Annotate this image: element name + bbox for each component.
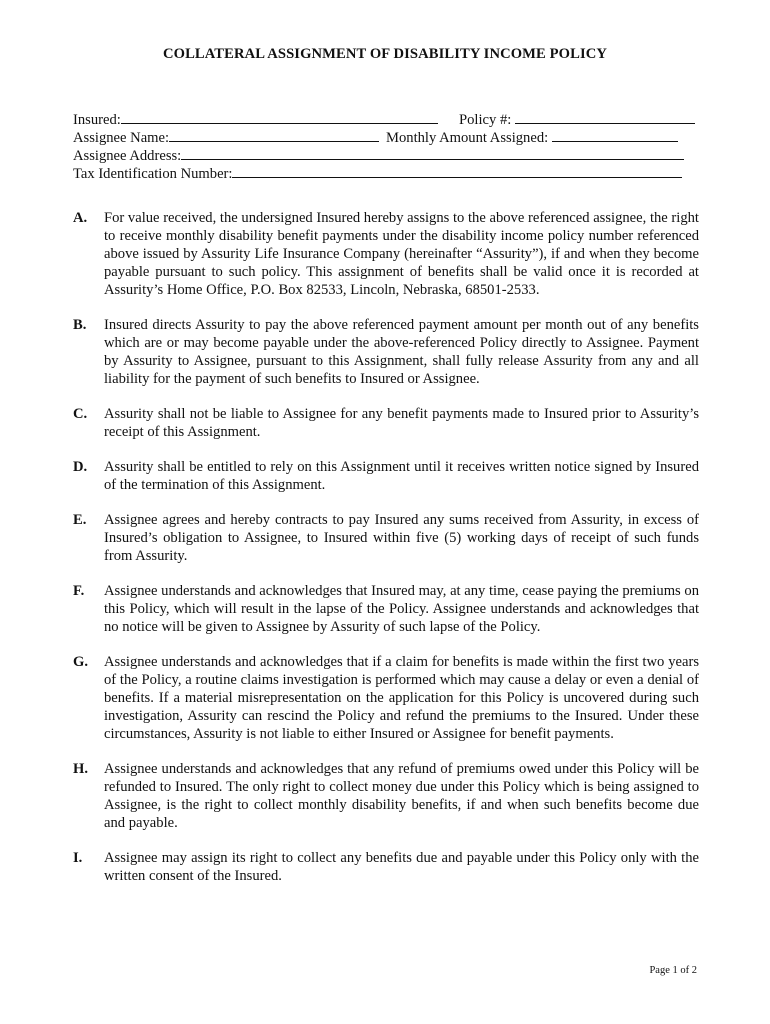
clause-a: [73, 209, 699, 299]
clause-letter: F.: [73, 583, 85, 599]
clause-text: For value received, the undersigned Insured hereby assigns to the above referenced assignee, the right to receive monthly disability benefit payments under the disability income policy number referenced above issued by Assurity Life Insurance Company (hereinafter “Assurity”), if and when they become payable pursuant to such policy. This assignment of benefits shall be valid once it is recorded at Assurity’s Home Office, P.O. Box 82533, Lincoln, Nebraska, 68501-2533.: [104, 210, 699, 298]
monthly-amount-group: [386, 128, 678, 147]
policy-group: [459, 110, 695, 129]
clause-letter: E.: [73, 512, 87, 528]
clause-text: Insured directs Assurity to pay the above referenced payment amount per month out of any benefits which are or may become payable under the above-referenced Policy directly to Assignee. Payment by Assurity to Assignee, pursuant to this Assignment, shall fully release Assurity from any and all liability for the payment of such benefits to Insured or Assignee.: [104, 317, 699, 387]
tax-id-field[interactable]: [232, 164, 682, 178]
clause-text: Assignee agrees and hereby contracts to pay Insured any sums received from Assurity, in excess of Insured’s obligation to Assignee, to Insured within five (5) working days of receipt of such funds from Assurity.: [104, 512, 699, 564]
clause-d: [73, 458, 699, 494]
insured-row: [73, 110, 693, 128]
policy-label: Policy #:: [459, 112, 512, 128]
clause-letter: I.: [73, 850, 83, 866]
assignee-name-row: [73, 128, 693, 146]
clause-h: [73, 760, 699, 832]
assignee-address-field[interactable]: [181, 146, 684, 160]
clause-b: [73, 316, 699, 388]
clause-letter: D.: [73, 459, 88, 475]
clause-text: Assurity shall be entitled to rely on this Assignment until it receives written notice signed by Insured of the termination of this Assignment.: [104, 459, 699, 493]
assignee-name-field[interactable]: [169, 128, 379, 142]
insured-field[interactable]: [121, 110, 438, 124]
clause-letter: C.: [73, 406, 88, 422]
monthly-amount-label: Monthly Amount Assigned:: [386, 130, 549, 146]
clause-letter: B.: [73, 317, 87, 333]
tax-id-row: [73, 164, 693, 182]
assignee-address-row: [73, 146, 693, 164]
document-title: COLLATERAL ASSIGNMENT OF DISABILITY INCOME POLICY: [162, 46, 607, 62]
clause-f: [73, 582, 699, 636]
clause-i: [73, 849, 699, 885]
clause-text: Assurity shall not be liable to Assignee for any benefit payments made to Insured prior to Assurity’s receipt of this Assignment.: [104, 406, 699, 440]
assignee-address-label: Assignee Address:: [73, 148, 182, 164]
clause-text: Assignee understands and acknowledges that any refund of premiums owed under this Policy will be refunded to Insured. The only right to collect money due under this Policy which is being assigned to Assignee, is the right to collect monthly disability benefits, if and when such benefits become due and payable.: [104, 761, 699, 831]
clause-g: [73, 653, 699, 743]
page-number: Page 1 of 2: [649, 965, 697, 976]
clauses-list: [73, 209, 699, 902]
header-fields: [73, 110, 693, 182]
clause-text: Assignee understands and acknowledges that if a claim for benefits is made within the first two years of the Policy, a routine claims investigation is performed which may cause a delay or even a denial of benefits. If a material misrepresentation on the application for this Policy is uncovered during such investigation, Assurity can rescind the Policy and refund the premiums to the Insured. Under these circumstances, Assurity is not liable to either Insured or Assignee for benefit payments.: [104, 654, 699, 742]
clause-c: [73, 405, 699, 441]
insured-label: Insured:: [73, 112, 121, 128]
clause-text: Assignee understands and acknowledges that Insured may, at any time, cease paying the premiums on this Policy, which will result in the lapse of the Policy. Assignee understands and acknowledges that no notice will be given to Assignee by Assurity of such lapse of the Policy.: [104, 583, 699, 635]
clause-e: [73, 511, 699, 565]
clause-letter: G.: [73, 654, 88, 670]
clause-letter: A.: [73, 210, 88, 226]
tax-id-label: Tax Identification Number:: [73, 166, 233, 182]
assignee-name-label: Assignee Name:: [73, 130, 170, 146]
monthly-amount-field[interactable]: [552, 128, 678, 142]
policy-number-field[interactable]: [515, 110, 695, 124]
clause-text: Assignee may assign its right to collect any benefits due and payable under this Policy only with the written consent of the Insured.: [104, 850, 699, 884]
clause-letter: H.: [73, 761, 88, 777]
